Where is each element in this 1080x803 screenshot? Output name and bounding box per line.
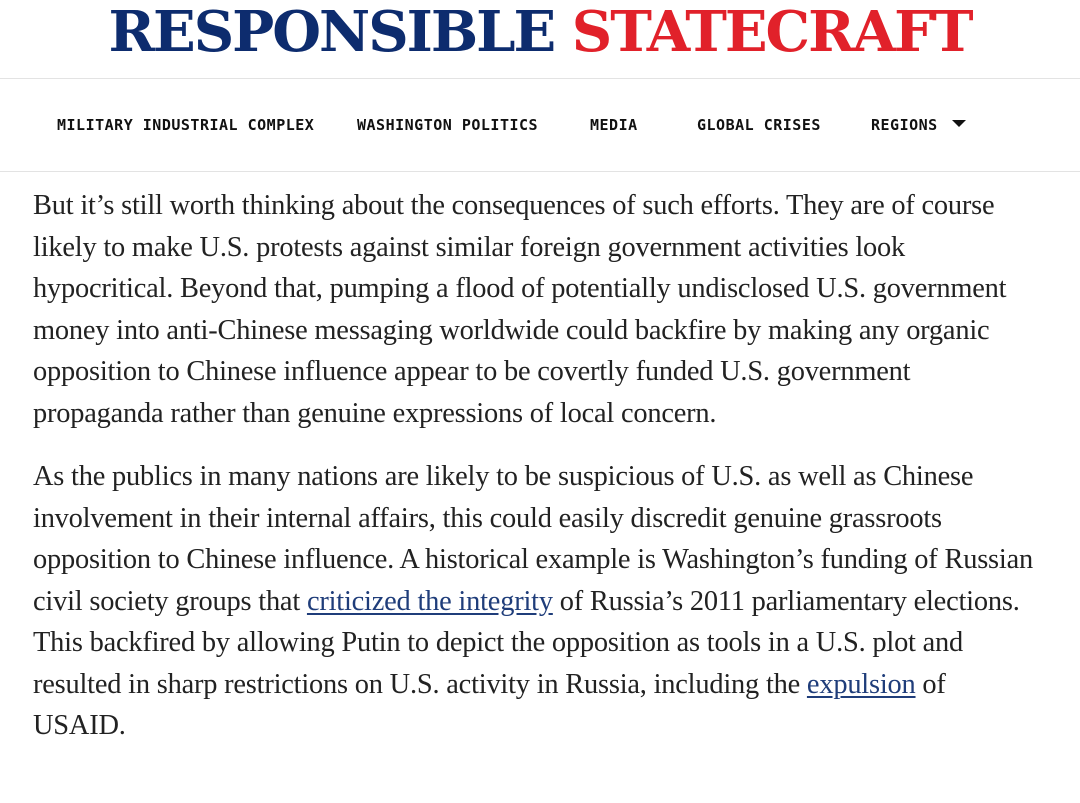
paragraph-2-text-3: of USAID.	[33, 668, 946, 741]
paragraph-2-text-1: As the publics in many nations are likely to be suspicious of U.S. as well as Chinese involvement in their internal affairs, this could easily discredit genuine grassroots opposition to Chinese influence. A historical example is Washington’s funding of Russian civil society groups that	[33, 461, 1033, 617]
nav-item-regions[interactable]	[871, 115, 966, 135]
article-paragraph-1: But it’s still worth thinking about the consequences of such efforts. They are of course likely to make U.S. protests against similar foreign government activities look hypocritical. Beyond that, pumping a flood of potentially undisclosed U.S. government money into anti-Chinese messaging worldwide could backfire by making any organic opposition to Chinese influence appear to be covertly funded U.S. government propaganda rather than genuine expressions of local concern.	[33, 190, 1007, 429]
paragraph-2-text-2: of Russia’s 2011 parliamentary elections. This backfired by allowing Putin to depict the opposition as tools in a U.S. plot and resulted in sharp restrictions on U.S. activity in Russia, including the	[33, 585, 1020, 700]
nav-item-military-industrial-complex[interactable]: MILITARY INDUSTRIAL COMPLEX	[57, 116, 315, 134]
caret-down-icon[interactable]	[952, 120, 966, 127]
nav-item-regions-label: REGIONS	[871, 116, 938, 134]
logo-word-statecraft: STATECRAFT	[571, 0, 972, 65]
link-criticized-the-integrity[interactable]: criticized the integrity	[306, 585, 553, 617]
link-expulsion[interactable]: expulsion	[806, 668, 916, 700]
nav-item-global-crises[interactable]: GLOBAL CRISES	[697, 116, 821, 134]
site-logo[interactable]	[0, 0, 1080, 76]
main-nav	[0, 79, 1080, 172]
article-paragraph-2	[33, 456, 1043, 747]
nav-item-washington-politics[interactable]: WASHINGTON POLITICS	[357, 116, 539, 134]
nav-item-media[interactable]: MEDIA	[590, 116, 638, 134]
logo-word-responsible: RESPONSIBLE	[108, 0, 555, 65]
article-body	[33, 185, 1043, 769]
